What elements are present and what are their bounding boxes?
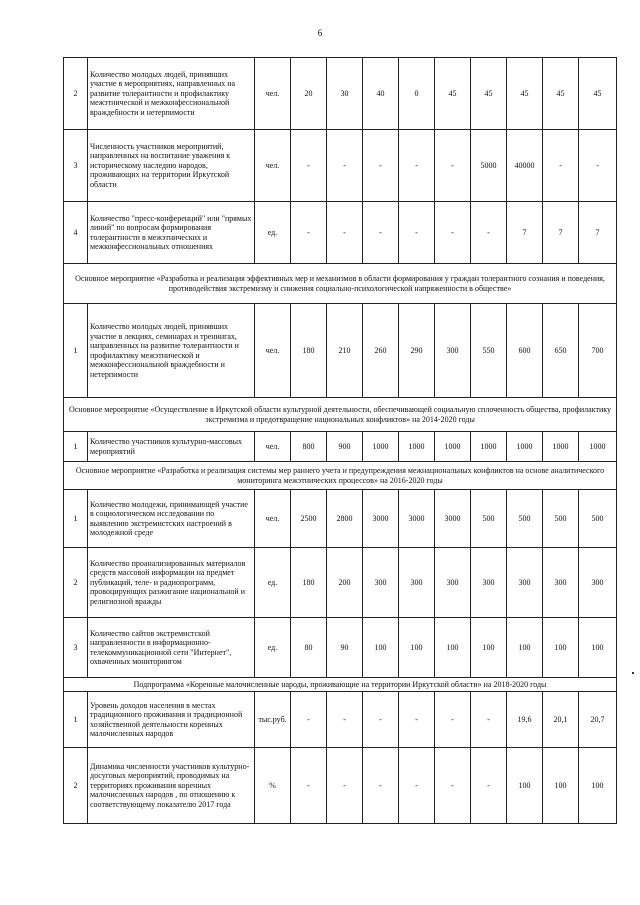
unit-cell: чел. xyxy=(255,432,291,462)
value-cell: 200 xyxy=(327,548,363,618)
page-number: 6 xyxy=(317,28,323,38)
value-cell: 1000 xyxy=(543,432,579,462)
table-row xyxy=(64,490,617,548)
value-cell: 20 xyxy=(291,58,327,130)
value-cell: 180 xyxy=(291,304,327,398)
value-cell: 7 xyxy=(579,202,617,264)
value-cell: - xyxy=(291,692,327,748)
value-cell: 100 xyxy=(435,618,471,678)
table-row xyxy=(64,618,617,678)
value-cell: 1000 xyxy=(471,432,507,462)
value-cell: 3000 xyxy=(399,490,435,548)
row-number: 3 xyxy=(64,130,88,202)
value-cell: 180 xyxy=(291,548,327,618)
section-title: Основное мероприятие «Разработка и реализация системы мер раннего учета и предупреждения межнациональных конфликтов на основе аналитического мониторинга межэтнических процессов» на 2016-2020 годы xyxy=(64,462,617,490)
table-row xyxy=(64,202,617,264)
value-cell: 300 xyxy=(435,304,471,398)
section-title: Основное мероприятие «Осуществление в Иркутской области культурной деятельности, обеспечивающей социальную сплоченность общества, профилактику экстремизма и предотвращение национальных конфликтов» на 2014-2020 годы xyxy=(64,398,617,432)
value-cell: 1000 xyxy=(399,432,435,462)
row-number: 2 xyxy=(64,548,88,618)
unit-cell: чел. xyxy=(255,58,291,130)
value-cell: 45 xyxy=(507,58,543,130)
section-header-row xyxy=(64,264,617,304)
value-cell: 45 xyxy=(435,58,471,130)
unit-cell: чел. xyxy=(255,490,291,548)
value-cell: 3000 xyxy=(363,490,399,548)
value-cell: - xyxy=(363,748,399,824)
table-row xyxy=(64,548,617,618)
value-cell: - xyxy=(327,692,363,748)
value-cell: - xyxy=(471,202,507,264)
indicator-name: Количество "пресс-конференций" или "прямых линий" по вопросам формирования толерантности в межэтнических и межконфессиональных отношениях xyxy=(88,202,255,264)
indicator-name: Численность участников мероприятий, направленных на воспитание уважения к историческому наследию народов, проживающих на территории Иркутской области xyxy=(88,130,255,202)
unit-cell: чел. xyxy=(255,304,291,398)
row-number: 3 xyxy=(64,618,88,678)
value-cell: 100 xyxy=(471,618,507,678)
scan-speck xyxy=(632,672,634,674)
value-cell: 20,1 xyxy=(543,692,579,748)
value-cell: 300 xyxy=(471,548,507,618)
value-cell: - xyxy=(327,202,363,264)
value-cell: 500 xyxy=(579,490,617,548)
section-header-row xyxy=(64,678,617,692)
row-number: 2 xyxy=(64,58,88,130)
value-cell: 100 xyxy=(399,618,435,678)
value-cell: 300 xyxy=(543,548,579,618)
value-cell: 900 xyxy=(327,432,363,462)
value-cell: - xyxy=(435,202,471,264)
value-cell: 100 xyxy=(543,748,579,824)
value-cell: - xyxy=(291,202,327,264)
value-cell: 500 xyxy=(471,490,507,548)
row-number: 2 xyxy=(64,748,88,824)
value-cell: 550 xyxy=(471,304,507,398)
value-cell: 1000 xyxy=(435,432,471,462)
table-row xyxy=(64,304,617,398)
unit-cell: чел. xyxy=(255,130,291,202)
value-cell: 260 xyxy=(363,304,399,398)
value-cell: 100 xyxy=(507,618,543,678)
value-cell: - xyxy=(435,748,471,824)
value-cell: 3000 xyxy=(435,490,471,548)
value-cell: 30 xyxy=(327,58,363,130)
value-cell: 80 xyxy=(291,618,327,678)
table-row xyxy=(64,748,617,824)
value-cell: - xyxy=(327,748,363,824)
unit-cell: тыс.руб. xyxy=(255,692,291,748)
unit-cell: ед. xyxy=(255,202,291,264)
table-row xyxy=(64,130,617,202)
indicator-name: Количество молодежи, принимающей участие в социологическом исследовании по выявлению экстремистских настроений в молодежной среде xyxy=(88,490,255,548)
table-body xyxy=(64,58,617,824)
value-cell: - xyxy=(399,748,435,824)
value-cell: 2800 xyxy=(327,490,363,548)
value-cell: 300 xyxy=(363,548,399,618)
value-cell: - xyxy=(579,130,617,202)
value-cell: 100 xyxy=(363,618,399,678)
value-cell: 90 xyxy=(327,618,363,678)
value-cell: 210 xyxy=(327,304,363,398)
value-cell: - xyxy=(471,748,507,824)
table-row xyxy=(64,432,617,462)
value-cell: 100 xyxy=(507,748,543,824)
row-number: 1 xyxy=(64,692,88,748)
value-cell: 45 xyxy=(471,58,507,130)
section-header-row xyxy=(64,462,617,490)
value-cell: - xyxy=(363,692,399,748)
section-title: Основное мероприятие «Разработка и реализация эффективных мер и механизмов в области формирования у граждан толерантного сознания и поведения, противодействия экстремизму и снижения социально-психологической напряженности в обществе» xyxy=(64,264,617,304)
value-cell: 290 xyxy=(399,304,435,398)
row-number: 1 xyxy=(64,432,88,462)
value-cell: 0 xyxy=(399,58,435,130)
indicator-name: Динамика численности участников культурно-досуговых мероприятий, проводимых на территориях проживания коренных малочисленных народов , по отношению к соответствующему показателю 2017 года xyxy=(88,748,255,824)
row-number: 4 xyxy=(64,202,88,264)
value-cell: 100 xyxy=(579,748,617,824)
value-cell: 100 xyxy=(579,618,617,678)
value-cell: 7 xyxy=(507,202,543,264)
row-number: 1 xyxy=(64,304,88,398)
value-cell: - xyxy=(399,202,435,264)
table-row xyxy=(64,58,617,130)
table-row xyxy=(64,692,617,748)
indicator-name: Уровень доходов населения в местах традиционного проживания и традиционной хозяйственной деятельности коренных малочисленных народов xyxy=(88,692,255,748)
value-cell: - xyxy=(399,692,435,748)
value-cell: 300 xyxy=(507,548,543,618)
value-cell: 20,7 xyxy=(579,692,617,748)
value-cell: 2500 xyxy=(291,490,327,548)
section-title: Подпрограмма «Коренные малочисленные народы, проживающие на территории Иркутской области» на 2018-2020 годы xyxy=(64,678,617,692)
value-cell: - xyxy=(327,130,363,202)
row-number: 1 xyxy=(64,490,88,548)
indicator-name: Количество молодых людей, принявших участие в мероприятиях, направленных на развитие толерантности и профилактику межэтнической и межконфессиональной враждебности и нетерпимости xyxy=(88,58,255,130)
value-cell: 300 xyxy=(399,548,435,618)
value-cell: - xyxy=(291,130,327,202)
value-cell: 45 xyxy=(543,58,579,130)
value-cell: 800 xyxy=(291,432,327,462)
value-cell: 7 xyxy=(543,202,579,264)
section-header-row xyxy=(64,398,617,432)
value-cell: 100 xyxy=(543,618,579,678)
indicators-table xyxy=(63,57,617,824)
value-cell: - xyxy=(471,692,507,748)
value-cell: - xyxy=(363,130,399,202)
indicator-name: Количество участников культурно-массовых мероприятий xyxy=(88,432,255,462)
indicator-name: Количество молодых людей, принявших участие в лекциях, семинарах и тренингах, направленных на развитие толерантности и профилактику межэтнической и межконфессиональной враждебности и нетерпимости xyxy=(88,304,255,398)
unit-cell: ед. xyxy=(255,548,291,618)
value-cell: 300 xyxy=(435,548,471,618)
value-cell: 650 xyxy=(543,304,579,398)
value-cell: - xyxy=(399,130,435,202)
value-cell: - xyxy=(363,202,399,264)
value-cell: 300 xyxy=(579,548,617,618)
value-cell: 19,6 xyxy=(507,692,543,748)
value-cell: - xyxy=(435,692,471,748)
value-cell: 1000 xyxy=(363,432,399,462)
value-cell: 500 xyxy=(543,490,579,548)
value-cell: - xyxy=(543,130,579,202)
unit-cell: % xyxy=(255,748,291,824)
value-cell: 1000 xyxy=(579,432,617,462)
value-cell: - xyxy=(435,130,471,202)
value-cell: 40 xyxy=(363,58,399,130)
value-cell: 5000 xyxy=(471,130,507,202)
value-cell: 500 xyxy=(507,490,543,548)
indicator-name: Количество сайтов экстремистской направленности в информационно-телекоммуникационной сети "Интернет", охваченных мониторингом xyxy=(88,618,255,678)
value-cell: 45 xyxy=(579,58,617,130)
indicator-name: Количество проанализированных материалов средств массовой информации на предмет публикаций, теле- и радиопрограмм, провоцирующих разжигание национальной и религиозной вражды xyxy=(88,548,255,618)
value-cell: - xyxy=(291,748,327,824)
value-cell: 700 xyxy=(579,304,617,398)
unit-cell: ед. xyxy=(255,618,291,678)
value-cell: 40000 xyxy=(507,130,543,202)
value-cell: 600 xyxy=(507,304,543,398)
value-cell: 1000 xyxy=(507,432,543,462)
